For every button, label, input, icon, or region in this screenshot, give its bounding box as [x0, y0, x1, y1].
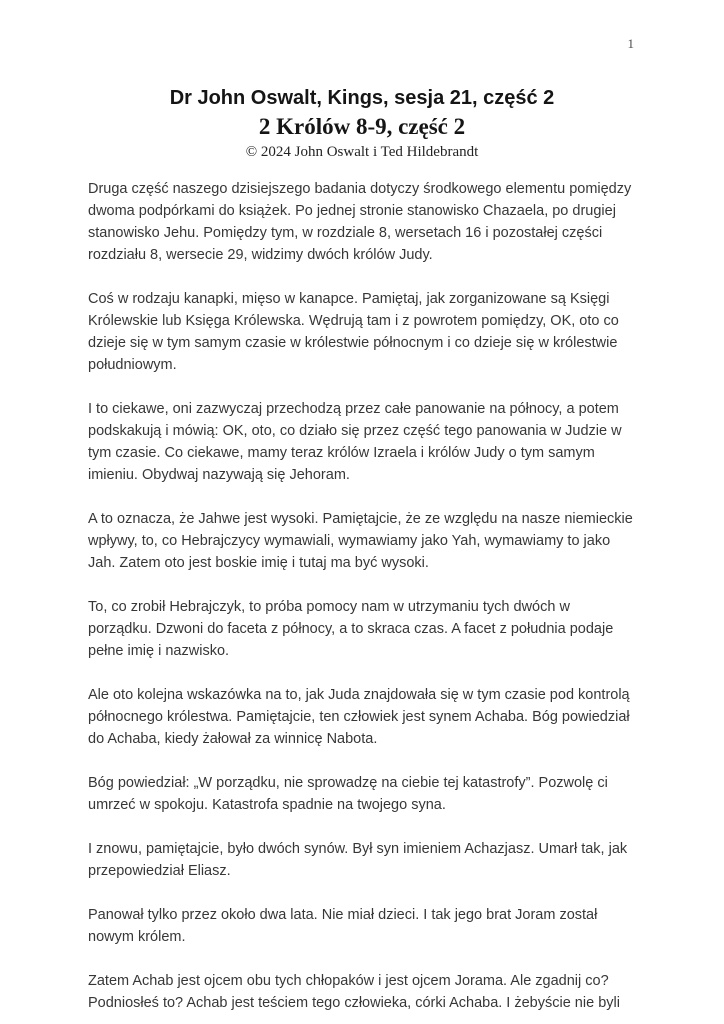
paragraph: Bóg powiedział: „W porządku, nie sprowadzę na ciebie tej katastrofy”. Pozwolę ci umrzeć w spokoju. Katastrofa spadnie na twojego syna. [88, 775, 608, 813]
paragraph: Druga część naszego dzisiejszego badania dotyczy środkowego elementu pomiędzy dwoma podpórkami do książek. Po jednej stronie stanowisko Chazaela, po drugiej stanowisko Jehu. Pomiędzy tym, w rozdziale 8, wersetach 16 i pozostałej części rozdziału 8, wersecie 29, widzimy dwóch królów Judy. [88, 181, 632, 263]
copyright-line: © 2024 John Oswalt i Ted Hildebrandt [245, 144, 479, 160]
document-body [88, 178, 636, 1014]
paragraph: I znowu, pamiętajcie, było dwóch synów. Był syn imieniem Achazjasz. Umarł tak, jak przepowiedział Eliasz. [88, 841, 628, 879]
title-line-1: Dr John Oswalt, Kings, sesja 21, część 2 [169, 87, 555, 109]
paragraph: To, co zrobił Hebrajczyk, to próba pomocy nam w utrzymaniu tych dwóch w porządku. Dzwoni do faceta z północy, a to skraca czas. A facet z południa podaje pełne imię i nazwisko. [88, 599, 614, 659]
document-header [88, 0, 636, 162]
page-number: 1 [627, 36, 634, 51]
paragraph: Coś w rodzaju kanapki, mięso w kanapce. Pamiętaj, jak zorganizowane są Księgi Królewskie lub Księga Królewska. Wędrują tam i z powrotem pomiędzy, OK, oto co dzieje się w tym samym czasie w królestwie północnym i co dzieje się w królestwie południowym. [88, 291, 619, 373]
paragraph: A to oznacza, że Jahwe jest wysoki. Pamiętajcie, że ze względu na nasze niemieckie wpływy, to, co Hebrajczycy wymawiali, wymawiamy jako Yah, wymawiamy to jako Jah. Zatem oto jest boskie imię i tutaj ma być wysoki. [88, 511, 633, 571]
paragraph: Zatem Achab jest ojcem obu tych chłopaków i jest ojcem Jorama. Ale zgadnij co? Podniosłeś to? Achab jest teściem tego człowieka, córki Achaba. I żebyście nie byli [88, 973, 620, 1011]
paragraph: Panował tylko przez około dwa lata. Nie miał dzieci. I tak jego brat Joram został nowym królem. [88, 907, 598, 945]
title-line-2: 2 Królów 8-9, część 2 [258, 114, 466, 139]
paragraph: I to ciekawe, oni zazwyczaj przechodzą przez całe panowanie na północy, a potem podskakują i mówią: OK, oto, co działo się przez część tego panowania w Judzie w tym czasie. Co ciekawe, mamy teraz królów Izraela i królów Judy o tym samym imieniu. Obydwaj nazywają się Jehoram. [88, 401, 622, 483]
paragraph: Ale oto kolejna wskazówka na to, jak Juda znajdowała się w tym czasie pod kontrolą północnego królestwa. Pamiętajcie, ten człowiek jest synem Achaba. Bóg powiedział do Achaba, kiedy żałował za winnicę Nabota. [88, 687, 630, 747]
